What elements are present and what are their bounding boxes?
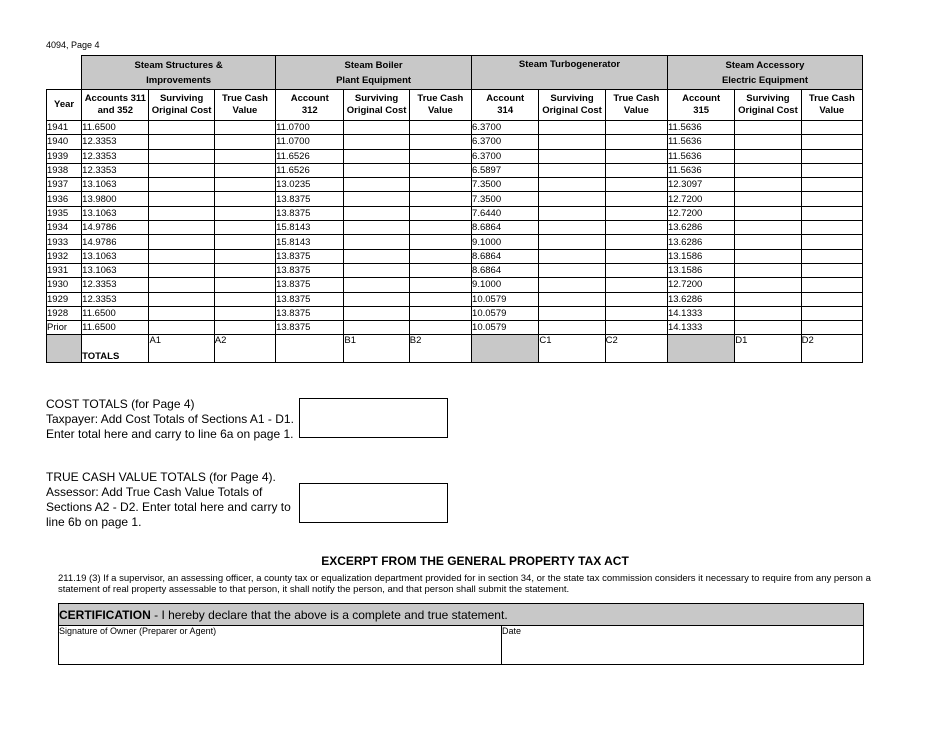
multiplier-cell-a: 13.9800 <box>82 192 149 206</box>
multiplier-cell-d: 12.7200 <box>667 278 734 292</box>
surviving-cost-input-c[interactable] <box>539 235 605 249</box>
surviving-cost-input-b[interactable] <box>344 249 409 263</box>
table-row <box>47 292 863 306</box>
account-header-d: Account 315 <box>667 90 734 121</box>
true-cash-value-input-a[interactable] <box>214 135 275 149</box>
multiplier-cell-b: 11.0700 <box>276 135 344 149</box>
table-row <box>47 278 863 292</box>
year-cell: 1931 <box>47 263 82 277</box>
true-cash-value-input-c[interactable] <box>605 192 667 206</box>
multiplier-cell-b: 11.0700 <box>276 121 344 135</box>
surviving-cost-input-c[interactable] <box>539 292 605 306</box>
table-row <box>47 135 863 149</box>
table-row <box>47 206 863 220</box>
total-field-c1[interactable]: C1 <box>539 335 605 363</box>
section-title-accessory: Steam Accessory Electric Equipment <box>667 56 862 90</box>
surviving-cost-input-c[interactable] <box>539 206 605 220</box>
cost-totals-instructions: COST TOTALS (for Page 4) Taxpayer: Add Cost Totals of Sections A1 - D1. Enter total here and carry to line 6a on page 1. <box>46 397 294 441</box>
multiplier-cell-b: 15.8143 <box>276 235 344 249</box>
multiplier-cell-a: 14.9786 <box>82 235 149 249</box>
surviving-cost-input-a[interactable] <box>149 278 214 292</box>
surviving-cost-input-a[interactable] <box>149 192 214 206</box>
true-cash-value-input-b[interactable] <box>409 306 471 320</box>
surviving-cost-input-d[interactable] <box>735 121 801 135</box>
total-field-c2[interactable]: C2 <box>605 335 667 363</box>
surviving-cost-input-c[interactable] <box>539 278 605 292</box>
true-cash-value-input-d[interactable] <box>801 206 862 220</box>
surviving-cost-input-a[interactable] <box>149 235 214 249</box>
total-field-d2[interactable]: D2 <box>801 335 862 363</box>
table-row <box>47 321 863 335</box>
multiplier-cell-d: 11.5636 <box>667 135 734 149</box>
signature-field[interactable]: Signature of Owner (Preparer or Agent) <box>59 626 502 665</box>
surviving-cost-input-d[interactable] <box>735 178 801 192</box>
true-cash-value-input-d[interactable] <box>801 292 862 306</box>
true-cash-value-input-d[interactable] <box>801 149 862 163</box>
surviving-cost-input-d[interactable] <box>735 263 801 277</box>
date-field[interactable]: Date <box>502 626 864 665</box>
multiplier-cell-a: 11.6500 <box>82 306 149 320</box>
surviving-cost-header-a: Surviving Original Cost <box>149 90 214 121</box>
multiplier-cell-b: 13.8375 <box>276 278 344 292</box>
year-cell: 1937 <box>47 178 82 192</box>
surviving-cost-header-c: Surviving Original Cost <box>539 90 605 121</box>
total-field-a2[interactable]: A2 <box>214 335 275 363</box>
surviving-cost-input-b[interactable] <box>344 192 409 206</box>
surviving-cost-input-d[interactable] <box>735 249 801 263</box>
cost-totals-input[interactable] <box>299 398 448 438</box>
surviving-cost-input-c[interactable] <box>539 263 605 277</box>
true-cash-value-input-a[interactable] <box>214 192 275 206</box>
multiplier-cell-c: 7.6440 <box>472 206 539 220</box>
multiplier-cell-c: 7.3500 <box>472 178 539 192</box>
true-cash-value-input-d[interactable] <box>801 235 862 249</box>
year-cell: 1932 <box>47 249 82 263</box>
surviving-cost-input-a[interactable] <box>149 121 214 135</box>
true-cash-value-header-c: True Cash Value <box>605 90 667 121</box>
table-row <box>47 121 863 135</box>
surviving-cost-input-b[interactable] <box>344 235 409 249</box>
total-field-d1[interactable]: D1 <box>735 335 801 363</box>
true-cash-value-input-c[interactable] <box>605 263 667 277</box>
multiplier-cell-b: 11.6526 <box>276 149 344 163</box>
page-label: 4094, Page 4 <box>46 40 100 50</box>
depreciation-table <box>46 55 863 363</box>
multiplier-cell-a: 13.1063 <box>82 206 149 220</box>
true-cash-value-input-d[interactable] <box>801 163 862 177</box>
true-cash-value-input-b[interactable] <box>409 163 471 177</box>
surviving-cost-input-d[interactable] <box>735 135 801 149</box>
total-field-b2[interactable]: B2 <box>409 335 471 363</box>
surviving-cost-input-a[interactable] <box>149 321 214 335</box>
multiplier-cell-c: 10.0579 <box>472 321 539 335</box>
certification-section <box>58 603 864 665</box>
true-cash-value-input-d[interactable] <box>801 321 862 335</box>
true-cash-value-input-d[interactable] <box>801 278 862 292</box>
true-cash-value-input-a[interactable] <box>214 306 275 320</box>
surviving-cost-input-d[interactable] <box>735 206 801 220</box>
surviving-cost-input-c[interactable] <box>539 135 605 149</box>
true-cash-value-input-c[interactable] <box>605 121 667 135</box>
multiplier-cell-c: 8.6864 <box>472 249 539 263</box>
true-cash-value-input-c[interactable] <box>605 249 667 263</box>
multiplier-cell-a: 14.9786 <box>82 221 149 235</box>
surviving-cost-input-d[interactable] <box>735 306 801 320</box>
multiplier-cell-c: 10.0579 <box>472 306 539 320</box>
true-cash-value-totals-input[interactable] <box>299 483 448 523</box>
true-cash-value-input-a[interactable] <box>214 149 275 163</box>
true-cash-value-input-b[interactable] <box>409 135 471 149</box>
certification-header: CERTIFICATION - I hereby declare that the above is a complete and true statement. <box>59 604 864 626</box>
true-cash-value-input-a[interactable] <box>214 292 275 306</box>
true-cash-value-input-c[interactable] <box>605 163 667 177</box>
true-cash-value-input-b[interactable] <box>409 278 471 292</box>
true-cash-value-input-c[interactable] <box>605 178 667 192</box>
surviving-cost-input-b[interactable] <box>344 178 409 192</box>
multiplier-cell-a: 12.3353 <box>82 135 149 149</box>
true-cash-value-input-a[interactable] <box>214 235 275 249</box>
multiplier-cell-d: 14.1333 <box>667 321 734 335</box>
multiplier-cell-c: 9.1000 <box>472 278 539 292</box>
surviving-cost-input-b[interactable] <box>344 306 409 320</box>
year-cell: 1941 <box>47 121 82 135</box>
true-cash-value-input-a[interactable] <box>214 163 275 177</box>
true-cash-value-input-b[interactable] <box>409 221 471 235</box>
true-cash-value-input-b[interactable] <box>409 121 471 135</box>
multiplier-cell-a: 11.6500 <box>82 121 149 135</box>
surviving-cost-input-c[interactable] <box>539 121 605 135</box>
multiplier-cell-d: 11.5636 <box>667 149 734 163</box>
true-cash-value-input-b[interactable] <box>409 206 471 220</box>
table-row <box>47 149 863 163</box>
surviving-cost-input-c[interactable] <box>539 178 605 192</box>
true-cash-value-input-c[interactable] <box>605 221 667 235</box>
true-cash-value-input-d[interactable] <box>801 249 862 263</box>
multiplier-cell-a: 13.1063 <box>82 263 149 277</box>
multiplier-cell-b: 13.8375 <box>276 292 344 306</box>
account-header-a: Accounts 311 and 352 <box>82 90 149 121</box>
section-title-structures: Steam Structures & Improvements <box>82 56 276 90</box>
multiplier-cell-c: 7.3500 <box>472 192 539 206</box>
year-cell: 1933 <box>47 235 82 249</box>
multiplier-cell-c: 6.3700 <box>472 121 539 135</box>
multiplier-cell-d: 13.1586 <box>667 249 734 263</box>
true-cash-value-header-a: True Cash Value <box>214 90 275 121</box>
surviving-cost-input-c[interactable] <box>539 249 605 263</box>
multiplier-cell-b: 13.8375 <box>276 321 344 335</box>
surviving-cost-input-c[interactable] <box>539 321 605 335</box>
true-cash-value-input-d[interactable] <box>801 135 862 149</box>
surviving-cost-input-a[interactable] <box>149 135 214 149</box>
surviving-cost-input-d[interactable] <box>735 149 801 163</box>
true-cash-value-input-c[interactable] <box>605 306 667 320</box>
table-row <box>47 306 863 320</box>
multiplier-cell-d: 13.6286 <box>667 292 734 306</box>
year-cell: 1940 <box>47 135 82 149</box>
surviving-cost-input-c[interactable] <box>539 192 605 206</box>
true-cash-value-input-b[interactable] <box>409 235 471 249</box>
year-cell: 1928 <box>47 306 82 320</box>
true-cash-value-input-a[interactable] <box>214 221 275 235</box>
true-cash-value-input-d[interactable] <box>801 178 862 192</box>
true-cash-value-input-c[interactable] <box>605 149 667 163</box>
multiplier-cell-a: 12.3353 <box>82 278 149 292</box>
table-row <box>47 263 863 277</box>
surviving-cost-input-b[interactable] <box>344 163 409 177</box>
multiplier-cell-b: 13.0235 <box>276 178 344 192</box>
true-cash-value-input-a[interactable] <box>214 321 275 335</box>
year-cell: 1939 <box>47 149 82 163</box>
multiplier-cell-c: 8.6864 <box>472 263 539 277</box>
multiplier-cell-b: 13.8375 <box>276 192 344 206</box>
multiplier-cell-d: 12.7200 <box>667 206 734 220</box>
totals-row <box>47 335 863 363</box>
true-cash-value-input-d[interactable] <box>801 263 862 277</box>
multiplier-cell-a: 13.1063 <box>82 249 149 263</box>
multiplier-cell-d: 11.5636 <box>667 163 734 177</box>
surviving-cost-input-b[interactable] <box>344 263 409 277</box>
table-row <box>47 221 863 235</box>
true-cash-value-input-a[interactable] <box>214 263 275 277</box>
excerpt-text: 211.19 (3) If a supervisor, an assessing officer, a county tax or equalization department provided for in section 34, or the state tax commission considers it necessary to require from any person a statement of real property assessable to that person, it shall notify the person, and that person shall submit the statement. <box>58 573 871 595</box>
true-cash-value-input-c[interactable] <box>605 321 667 335</box>
true-cash-value-totals-instructions: TRUE CASH VALUE TOTALS (for Page 4). Assessor: Add True Cash Value Totals of Sections A2 - D2. Enter total here and carry to line 6b on page 1. <box>46 470 291 529</box>
multiplier-cell-c: 6.3700 <box>472 135 539 149</box>
true-cash-value-input-d[interactable] <box>801 192 862 206</box>
true-cash-value-input-b[interactable] <box>409 263 471 277</box>
surviving-cost-input-d[interactable] <box>735 192 801 206</box>
table-row <box>47 192 863 206</box>
year-cell: 1938 <box>47 163 82 177</box>
multiplier-cell-c: 6.5897 <box>472 163 539 177</box>
surviving-cost-input-b[interactable] <box>344 221 409 235</box>
excerpt-heading: EXCERPT FROM THE GENERAL PROPERTY TAX ACT <box>321 554 629 568</box>
surviving-cost-input-d[interactable] <box>735 235 801 249</box>
multiplier-cell-a: 12.3353 <box>82 292 149 306</box>
true-cash-value-input-a[interactable] <box>214 121 275 135</box>
true-cash-value-input-b[interactable] <box>409 178 471 192</box>
surviving-cost-input-d[interactable] <box>735 292 801 306</box>
true-cash-value-input-b[interactable] <box>409 149 471 163</box>
multiplier-cell-c: 10.0579 <box>472 292 539 306</box>
multiplier-cell-a: 11.6500 <box>82 321 149 335</box>
year-cell: 1935 <box>47 206 82 220</box>
true-cash-value-input-b[interactable] <box>409 321 471 335</box>
multiplier-cell-b: 11.6526 <box>276 163 344 177</box>
surviving-cost-input-a[interactable] <box>149 149 214 163</box>
surviving-cost-input-c[interactable] <box>539 149 605 163</box>
total-field-a1[interactable]: A1 <box>149 335 214 363</box>
table-row <box>47 178 863 192</box>
surviving-cost-input-b[interactable] <box>344 278 409 292</box>
surviving-cost-input-a[interactable] <box>149 206 214 220</box>
multiplier-cell-b: 13.8375 <box>276 206 344 220</box>
surviving-cost-input-b[interactable] <box>344 206 409 220</box>
multiplier-cell-b: 13.8375 <box>276 249 344 263</box>
surviving-cost-input-d[interactable] <box>735 278 801 292</box>
true-cash-value-input-a[interactable] <box>214 278 275 292</box>
surviving-cost-input-d[interactable] <box>735 321 801 335</box>
year-header: Year <box>47 90 82 121</box>
section-title-boiler: Steam Boiler Plant Equipment <box>276 56 472 90</box>
multiplier-cell-d: 13.6286 <box>667 235 734 249</box>
true-cash-value-input-c[interactable] <box>605 135 667 149</box>
multiplier-cell-d: 11.5636 <box>667 121 734 135</box>
surviving-cost-input-a[interactable] <box>149 249 214 263</box>
surviving-cost-header-b: Surviving Original Cost <box>344 90 409 121</box>
multiplier-cell-c: 8.6864 <box>472 221 539 235</box>
true-cash-value-input-a[interactable] <box>214 178 275 192</box>
multiplier-cell-d: 12.3097 <box>667 178 734 192</box>
true-cash-value-input-b[interactable] <box>409 249 471 263</box>
true-cash-value-input-c[interactable] <box>605 235 667 249</box>
true-cash-value-input-b[interactable] <box>409 292 471 306</box>
surviving-cost-input-b[interactable] <box>344 321 409 335</box>
surviving-cost-input-c[interactable] <box>539 221 605 235</box>
surviving-cost-input-a[interactable] <box>149 178 214 192</box>
true-cash-value-input-a[interactable] <box>214 249 275 263</box>
year-cell: 1929 <box>47 292 82 306</box>
multiplier-cell-d: 13.6286 <box>667 221 734 235</box>
surviving-cost-input-a[interactable] <box>149 221 214 235</box>
table-row <box>47 163 863 177</box>
true-cash-value-input-c[interactable] <box>605 292 667 306</box>
multiplier-cell-a: 13.1063 <box>82 178 149 192</box>
total-field-b1[interactable]: B1 <box>344 335 409 363</box>
table-row <box>47 235 863 249</box>
true-cash-value-input-d[interactable] <box>801 121 862 135</box>
surviving-cost-input-d[interactable] <box>735 163 801 177</box>
surviving-cost-input-c[interactable] <box>539 163 605 177</box>
surviving-cost-input-b[interactable] <box>344 149 409 163</box>
totals-label: TOTALS <box>82 335 149 363</box>
multiplier-cell-d: 14.1333 <box>667 306 734 320</box>
account-header-b: Account 312 <box>276 90 344 121</box>
true-cash-value-header-b: True Cash Value <box>409 90 471 121</box>
true-cash-value-input-d[interactable] <box>801 306 862 320</box>
multiplier-cell-b: 13.8375 <box>276 263 344 277</box>
column-header-row <box>47 90 863 121</box>
section-header-row <box>47 56 863 90</box>
surviving-cost-input-a[interactable] <box>149 263 214 277</box>
true-cash-value-input-c[interactable] <box>605 278 667 292</box>
multiplier-cell-d: 13.1586 <box>667 263 734 277</box>
multiplier-cell-b: 13.8375 <box>276 306 344 320</box>
multiplier-cell-a: 12.3353 <box>82 163 149 177</box>
surviving-cost-input-b[interactable] <box>344 292 409 306</box>
table-row <box>47 249 863 263</box>
true-cash-value-input-a[interactable] <box>214 206 275 220</box>
year-cell: 1936 <box>47 192 82 206</box>
account-header-c: Account 314 <box>472 90 539 121</box>
section-title-turbogenerator: Steam Turbogenerator <box>472 56 668 90</box>
true-cash-value-header-d: True Cash Value <box>801 90 862 121</box>
surviving-cost-input-b[interactable] <box>344 121 409 135</box>
multiplier-cell-b: 15.8143 <box>276 221 344 235</box>
surviving-cost-input-a[interactable] <box>149 163 214 177</box>
surviving-cost-input-d[interactable] <box>735 221 801 235</box>
multiplier-cell-d: 12.7200 <box>667 192 734 206</box>
multiplier-cell-c: 9.1000 <box>472 235 539 249</box>
surviving-cost-header-d: Surviving Original Cost <box>735 90 801 121</box>
multiplier-cell-c: 6.3700 <box>472 149 539 163</box>
year-cell: Prior <box>47 321 82 335</box>
surviving-cost-input-a[interactable] <box>149 292 214 306</box>
surviving-cost-input-b[interactable] <box>344 135 409 149</box>
surviving-cost-input-a[interactable] <box>149 306 214 320</box>
true-cash-value-input-c[interactable] <box>605 206 667 220</box>
year-cell: 1930 <box>47 278 82 292</box>
true-cash-value-input-d[interactable] <box>801 221 862 235</box>
multiplier-cell-a: 12.3353 <box>82 149 149 163</box>
true-cash-value-input-b[interactable] <box>409 192 471 206</box>
surviving-cost-input-c[interactable] <box>539 306 605 320</box>
year-cell: 1934 <box>47 221 82 235</box>
